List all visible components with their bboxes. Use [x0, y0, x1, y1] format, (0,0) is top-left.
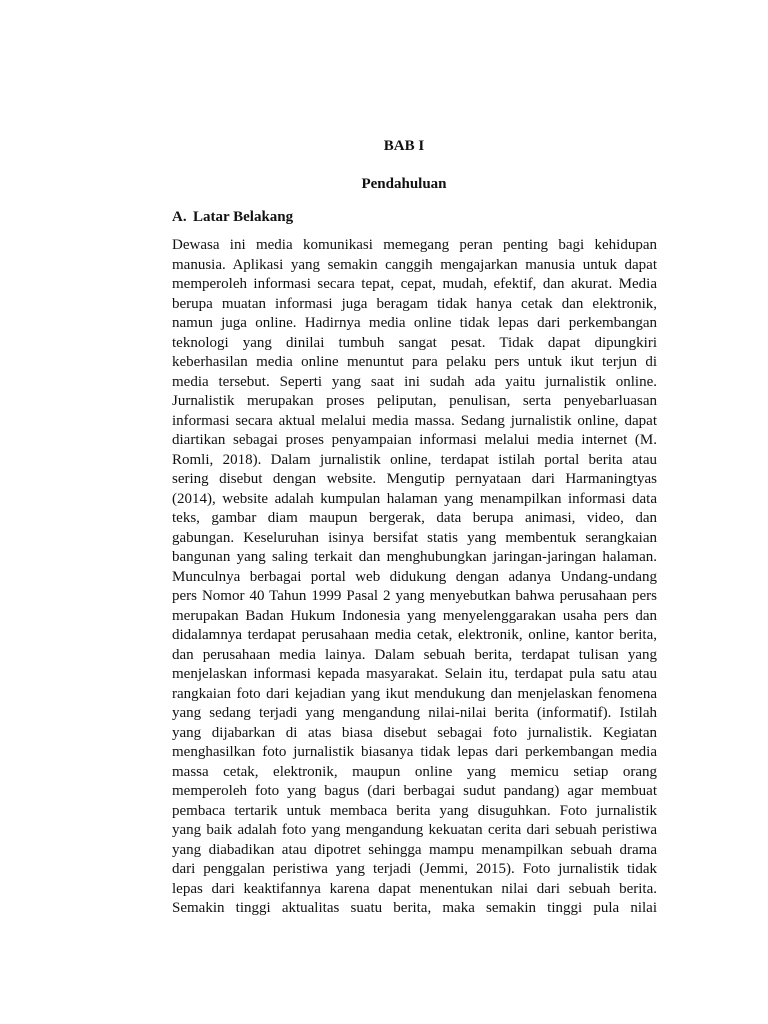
- text-line: merupakan Badan Hukum Indonesia yang menyelenggarakan usaha pers dan: [172, 607, 657, 624]
- section-number: A.: [172, 209, 187, 225]
- text-line: menjelaskan informasi kepada masyarakat. Selain itu, terdapat pula satu atau: [172, 666, 657, 682]
- text-line: gabungan. Keseluruhan isinya bersifat statis yang membentuk serangkaian: [172, 529, 657, 546]
- section-title: Latar Belakang: [193, 209, 294, 225]
- text-line: berupa muatan informasi juga beragam tidak hanya cetak dan elektronik,: [172, 295, 657, 312]
- text-line: Jurnalistik merupakan proses peliputan, penulisan, serta penyebarluasan: [172, 393, 657, 409]
- body-paragraph: [172, 236, 657, 919]
- text-line: Munculnya berbagai portal web didukung dengan adanya Undang-undang: [172, 568, 657, 585]
- text-line: yang baik adalah foto yang mengandung kekuatan cerita dari sebuah peristiwa: [172, 822, 657, 838]
- text-line: lepas dari keaktifannya karena dapat menentukan nilai dari sebuah berita.: [172, 880, 657, 897]
- text-line: yang sedang terjadi yang mengandung nilai-nilai berita (informatif). Istilah: [172, 705, 657, 721]
- text-line: memperoleh foto yang bagus (dari berbagai sudut pandang) agar membuat: [172, 783, 657, 799]
- text-line: dari penggalan peristiwa yang terjadi (Jemmi, 2015). Foto jurnalistik tidak: [172, 861, 657, 877]
- text-line: Dewasa ini media komunikasi memegang peran penting bagi kehidupan: [172, 237, 657, 253]
- text-line: yang dijabarkan di atas biasa disebut sebagai foto jurnalistik. Kegiatan: [172, 724, 657, 741]
- text-line: manusia. Aplikasi yang semakin canggih mengajarkan manusia untuk dapat: [172, 256, 657, 273]
- text-line: teks, gambar diam maupun bergerak, data berupa animasi, video, dan: [172, 510, 657, 526]
- text-line: rangkaian foto dari kejadian yang ikut mendukung dan menjelaskan fenomena: [172, 685, 657, 702]
- chapter-subtitle: Pendahuluan: [361, 176, 447, 192]
- text-line: menghasilkan foto jurnalistik biasanya tidak lepas dari perkembangan media: [172, 744, 657, 760]
- text-line: teknologi yang dinilai tumbuh sangat pesat. Tidak dapat dipungkiri: [172, 334, 657, 351]
- chapter-title: BAB I: [383, 138, 425, 154]
- text-line: dan perusahaan media lainya. Dalam sebuah berita, terdapat tulisan yang: [172, 646, 657, 663]
- text-line: diartikan sebagai proses penyampaian informasi melalui media internet (M.: [172, 432, 657, 448]
- text-line: didalamnya terdapat perusahaan media cetak, elektronik, online, kantor berita,: [172, 627, 657, 643]
- text-line: pers Nomor 40 Tahun 1999 Pasal 2 yang menyebutkan bahwa perusahaan pers: [172, 588, 657, 604]
- text-line: Romli, 2018). Dalam jurnalistik online, terdapat istilah portal berita atau: [172, 451, 657, 468]
- text-line: sering disebut dengan website. Mengutip pernyataan dari Harmaningtyas: [172, 471, 657, 487]
- text-line: informasi secara aktual melalui media massa. Sedang jurnalistik online, dapat: [172, 412, 657, 429]
- text-line: Semakin tinggi aktualitas suatu berita, maka semakin tinggi pula nilai: [172, 900, 657, 916]
- text-line: memperoleh informasi secara tepat, cepat, mudah, efektif, dan akurat. Media: [172, 276, 657, 292]
- text-line: (2014), website adalah kumpulan halaman yang menampilkan informasi data: [172, 490, 657, 507]
- text-line: bangunan yang saling terkait dan menghubungkan jaringan-jaringan halaman.: [172, 549, 657, 565]
- text-line: namun juga online. Hadirnya media online tidak lepas dari perkembangan: [172, 315, 657, 331]
- text-line: massa cetak, elektronik, maupun online yang memicu setiap orang: [172, 763, 657, 780]
- text-line: pembaca tertarik untuk membaca berita yang disuguhkan. Foto jurnalistik: [172, 802, 657, 819]
- text-line: media tersebut. Seperti yang saat ini sudah ada yaitu jurnalistik online.: [172, 373, 657, 390]
- text-line: yang diabadikan atau dipotret sehingga mampu menampilkan sebuah drama: [172, 841, 657, 858]
- text-line: keberhasilan media online menuntut para pelaku pers untuk ikut terjun di: [172, 354, 657, 370]
- section-heading: [172, 208, 293, 226]
